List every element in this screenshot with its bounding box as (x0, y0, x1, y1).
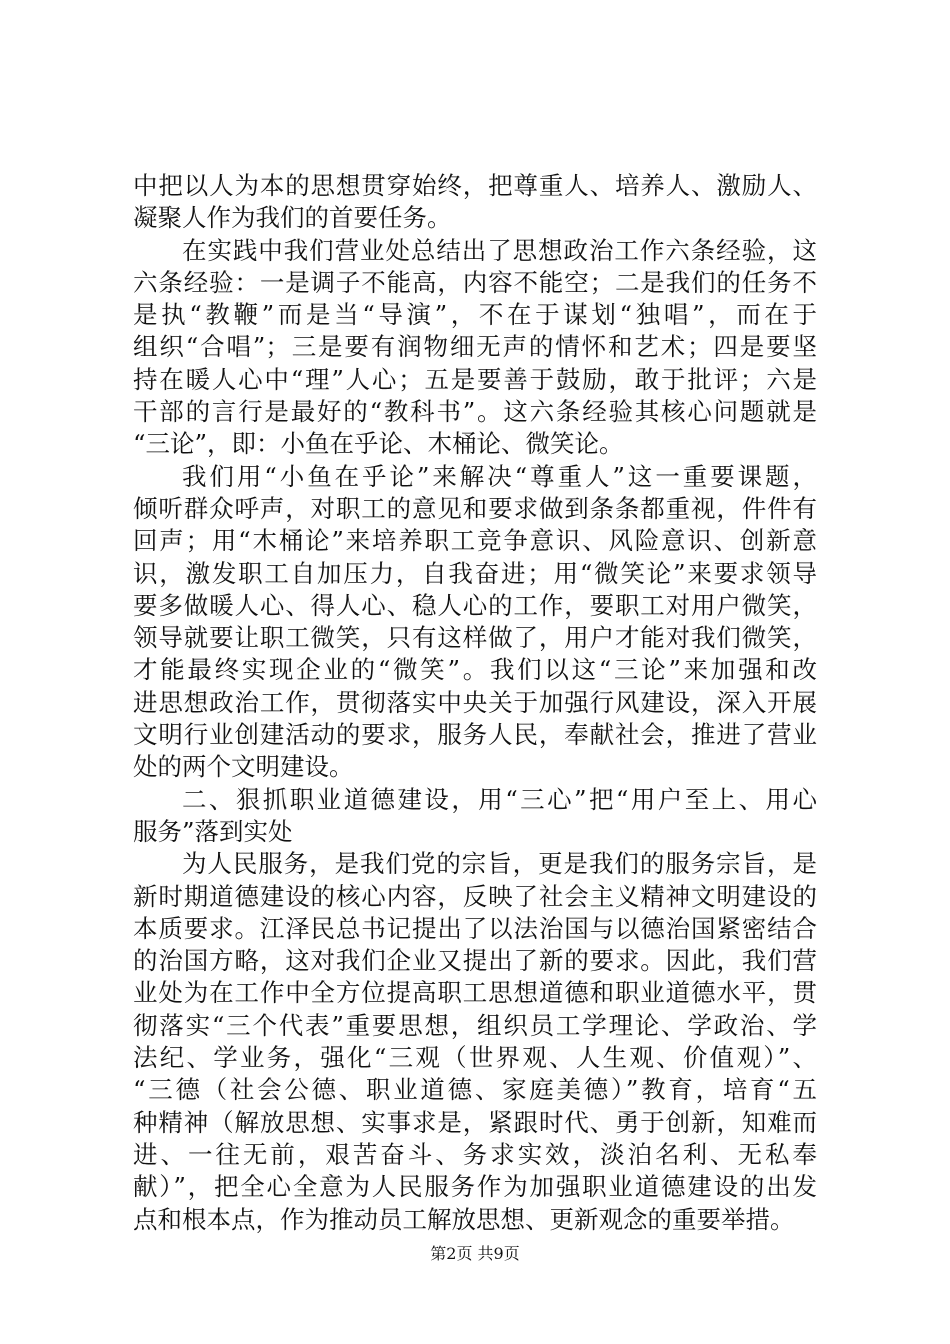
text-line: 领导就要让职工微笑，只有这样做了，用户才能对我们微笑， (133, 623, 817, 653)
text-line: 服务”落到实处 (133, 816, 293, 846)
text-line: 要多做暖人心、得人心、稳人心的工作，要职工对用户微笑， (133, 590, 817, 620)
text-line: 倾听群众呼声，对职工的意见和要求做到条条都重视，件件有 (133, 493, 817, 523)
text-line: 点和根本点，作为推动员工解放思想、更新观念的重要举措。 (133, 1204, 795, 1234)
text-line: 的治国方略，这对我们企业又提出了新的要求。因此，我们营 (133, 946, 817, 976)
text-line: 组织“合唱”；三是要有润物细无声的情怀和艺术；四是要坚 (133, 332, 817, 362)
text-line: 进、一往无前，艰苦奋斗、务求实效，淡泊名利、无私奉 (133, 1139, 817, 1169)
text-line: 是执“教鞭”而是当“导演”，不在于谋划“独唱”，而在于 (133, 300, 817, 330)
text-line: 新时期道德建设的核心内容，反映了社会主义精神文明建设的 (133, 881, 817, 911)
text-line: 文明行业创建活动的要求，服务人民，奉献社会，推进了营业 (133, 720, 817, 750)
text-line: 种精神（解放思想、实事求是，紧跟时代、勇于创新，知难而 (133, 1107, 817, 1137)
text-line: 才能最终实现企业的“微笑”。我们以这“三论”来加强和改 (133, 655, 817, 685)
text-line: 法纪、学业务，强化“三观（世界观、人生观、价值观）”、 (133, 1043, 817, 1073)
text-line: 彻落实“三个代表”重要思想，组织员工学理论、学政治、学 (133, 1010, 817, 1040)
page-footer: 第2页 共9页 (430, 1244, 520, 1263)
text-line: 干部的言行是最好的“教科书”。这六条经验其核心问题就是 (133, 397, 817, 427)
text-line: 进思想政治工作，贯彻落实中央关于加强行风建设，深入开展 (133, 687, 817, 717)
text-line: 六条经验：一是调子不能高，内容不能空；二是我们的任务不 (133, 267, 817, 297)
text-line: 业处为在工作中全方位提高职工思想道德和职业道德水平，贯 (133, 978, 817, 1008)
text-line: 凝聚人作为我们的首要任务。 (133, 203, 452, 233)
body-text (133, 170, 817, 1236)
text-line: 在实践中我们营业处总结出了思想政治工作六条经验，这 (182, 235, 817, 265)
text-line: 本质要求。江泽民总书记提出了以法治国与以德治国紧密结合 (133, 913, 817, 943)
text-line: 我们用“小鱼在乎论”来解决“尊重人”这一重要课题， (182, 461, 817, 491)
text-line: 献）”，把全心全意为人民服务作为加强职业道德建设的出发 (133, 1172, 817, 1202)
text-line: 为人民服务，是我们党的宗旨，更是我们的服务宗旨，是 (182, 849, 817, 879)
text-line: 识，激发职工自加压力，自我奋进；用“微笑论”来要求领导 (133, 558, 817, 588)
text-line: “三德（社会公德、职业道德、家庭美德）”教育，培育“五 (133, 1075, 817, 1105)
text-line: 回声；用“木桶论”来培养职工竞争意识、风险意识、创新意 (133, 526, 817, 556)
text-line: 二、狠抓职业道德建设，用“三心”把“用户至上、用心 (182, 784, 817, 814)
text-line: 持在暖人心中“理”人心；五是要善于鼓励，敢于批评；六是 (133, 364, 817, 394)
text-line: 处的两个文明建设。 (133, 752, 354, 782)
text-line: 中把以人为本的思想贯穿始终，把尊重人、培养人、激励人、 (133, 171, 817, 200)
text-line: “三论”，即：小鱼在乎论、木桶论、微笑论。 (133, 429, 624, 459)
